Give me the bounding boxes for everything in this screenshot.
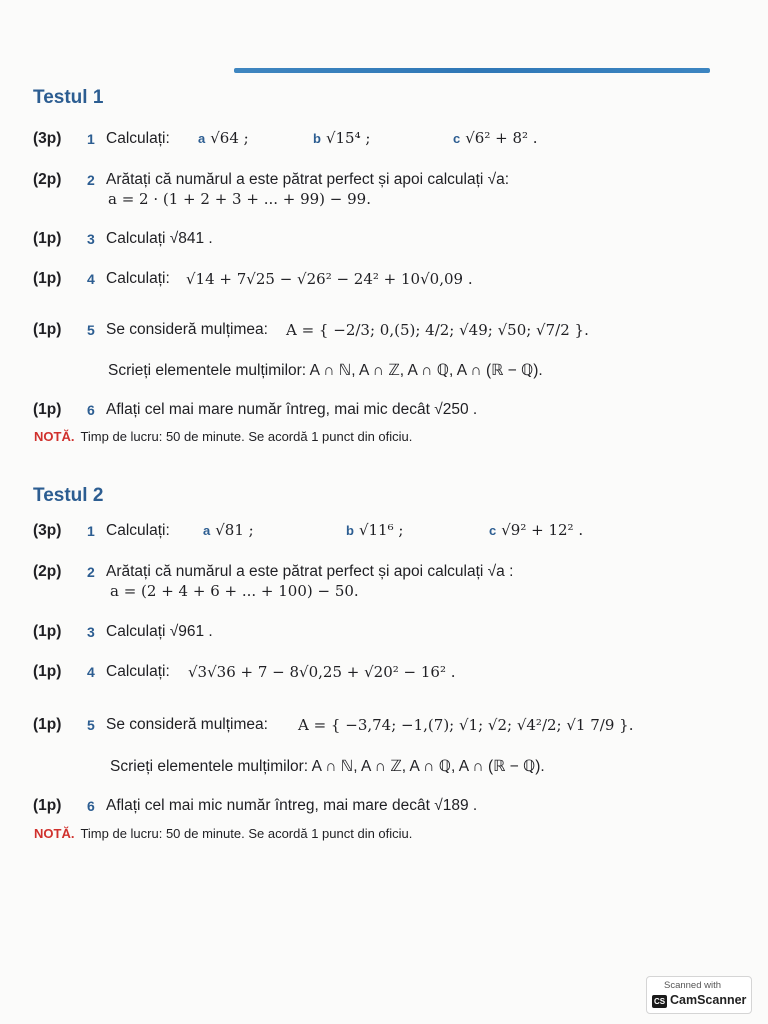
t2-q2-formula: a = (2 + 4 + 6 + ... + 100) − 50.	[110, 582, 359, 600]
item-text: Se consideră mulțimea:	[106, 321, 268, 338]
expr: √81 ;	[215, 521, 254, 539]
points: (3p)	[33, 522, 62, 539]
item-number: 1	[87, 523, 95, 539]
item-text: Calculați:	[106, 663, 170, 680]
item-number: 6	[87, 402, 95, 418]
t2-q4-expr: √3√36 + 7 − 8√0,25 + √20² − 16² .	[188, 663, 456, 681]
t2-q1b	[346, 521, 403, 540]
t1-q1b	[313, 129, 370, 148]
item-number: 5	[87, 322, 95, 338]
test-1-title: Testul 1	[33, 87, 104, 108]
t2-q1c	[489, 521, 583, 540]
item-number: 4	[87, 664, 95, 680]
t1-q5-line2: Scrieți elementele mulțimilor: A ∩ ℕ, A ∩ ℤ, A ∩ ℚ, A ∩ (ℝ − ℚ).	[108, 362, 543, 379]
item-text: Aflați cel mai mare număr întreg, mai mic decât √250 .	[106, 401, 478, 418]
item-number: 6	[87, 798, 95, 814]
points: (2p)	[33, 171, 62, 188]
item-number: 5	[87, 717, 95, 733]
t2-q5-line2: Scrieți elementele mulțimilor: A ∩ ℕ, A ∩ ℤ, A ∩ ℚ, A ∩ (ℝ − ℚ).	[110, 758, 545, 775]
camscanner-watermark	[646, 976, 752, 1014]
note-label: NOTĂ.	[34, 429, 75, 444]
points: (1p)	[33, 716, 62, 733]
item-number: 3	[87, 624, 95, 640]
t2-q5-set: A = { −3,74; −1,(7); √1; √2; √4²/2; √1 7/9 }.	[298, 716, 634, 734]
item-number: 4	[87, 271, 95, 287]
part-label-b: b	[346, 523, 354, 538]
header-rule	[234, 68, 710, 73]
points: (1p)	[33, 623, 62, 640]
item-number: 2	[87, 172, 95, 188]
points: (1p)	[33, 230, 62, 247]
points: (1p)	[33, 321, 62, 338]
item-number: 2	[87, 564, 95, 580]
points: (3p)	[33, 130, 62, 147]
part-label-a: a	[203, 523, 211, 538]
item-text: Aflați cel mai mic număr întreg, mai mare decât √189 .	[106, 797, 478, 814]
watermark-line1: Scanned with	[664, 980, 722, 991]
points: (1p)	[33, 401, 62, 418]
t1-note	[34, 429, 412, 444]
points: (1p)	[33, 270, 62, 287]
item-number: 1	[87, 131, 95, 147]
camscanner-logo-icon: CS	[653, 997, 666, 1006]
t2-note	[34, 826, 412, 841]
t1-q4-expr: √14 + 7√25 − √26² − 24² + 10√0,09 .	[186, 270, 473, 288]
t1-q5-set: A = { −2/3; 0,(5); 4/2; √49; √50; √7/2 }.	[286, 321, 589, 339]
expr: √64 ;	[210, 129, 249, 147]
expr: √15⁴ ;	[325, 129, 371, 147]
part-label-b: b	[313, 131, 321, 146]
t1-q1c	[453, 129, 538, 148]
points: (2p)	[33, 563, 62, 580]
item-text: Calculați √841 .	[106, 230, 213, 247]
item-text: Calculați √961 .	[106, 623, 213, 640]
expr: √9² + 12² .	[501, 521, 584, 539]
expr: √11⁶ ;	[358, 521, 404, 539]
item-number: 3	[87, 231, 95, 247]
item-text: Calculați:	[106, 130, 170, 147]
item-text: Calculați:	[106, 522, 170, 539]
part-label-c: c	[453, 131, 461, 146]
t2-q1a	[203, 521, 254, 540]
part-label-a: a	[198, 131, 206, 146]
test-2-title: Testul 2	[33, 485, 104, 506]
expr: √6² + 8² .	[465, 129, 538, 147]
note-label: NOTĂ.	[34, 826, 75, 841]
item-text: Arătați că numărul a este pătrat perfect și apoi calculați √a :	[106, 563, 514, 580]
note-text: Timp de lucru: 50 de minute. Se acordă 1 punct din oficiu.	[80, 826, 413, 841]
note-text: Timp de lucru: 50 de minute. Se acordă 1 punct din oficiu.	[80, 429, 413, 444]
watermark-line2: CamScanner	[670, 993, 747, 1007]
t1-q2-formula: a = 2 · (1 + 2 + 3 + ... + 99) − 99.	[108, 190, 371, 208]
points: (1p)	[33, 797, 62, 814]
points: (1p)	[33, 663, 62, 680]
item-text: Arătați că numărul a este pătrat perfect și apoi calculați √a:	[106, 171, 510, 188]
item-text: Calculați:	[106, 270, 170, 287]
item-text: Se consideră mulțimea:	[106, 716, 268, 733]
part-label-c: c	[489, 523, 497, 538]
t1-q1a	[198, 129, 249, 148]
